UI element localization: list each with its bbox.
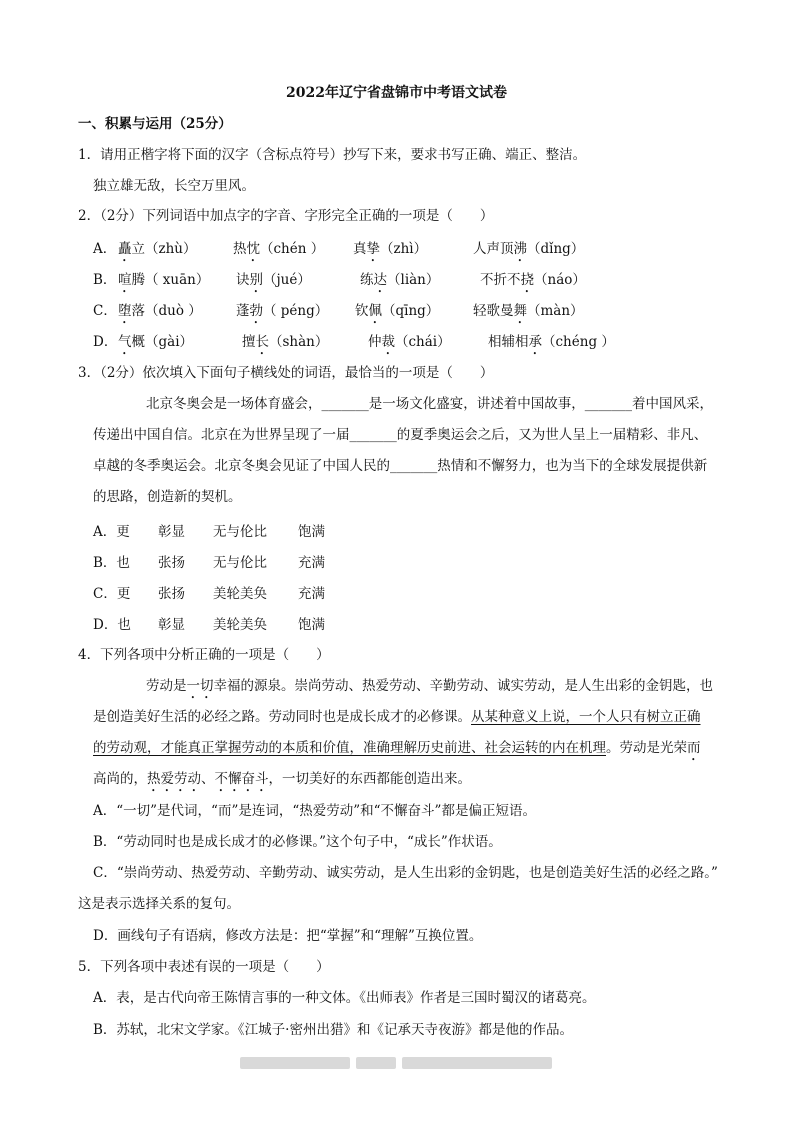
option-word: 充满 — [298, 586, 325, 602]
pinyin-text: （shàn） — [269, 334, 329, 350]
passage-text: 高尚的， — [93, 771, 147, 787]
dotted-char: 承 — [528, 334, 542, 350]
dotted-char: 挚 — [366, 241, 380, 257]
word-text: 练 — [360, 272, 374, 288]
word-text: 概（gài） — [131, 334, 194, 350]
dotted-char: 气 — [118, 334, 132, 350]
q4-option-d: D．画线句子有语病，修改方法是：把“掌握”和“理解”互换位置。 — [93, 928, 483, 944]
page-title: 2022年辽宁省盘锦市中考语文试卷 — [286, 85, 507, 101]
passage-text: 是创造美好生活的必经之路。劳动同时也是成长成才的必修课。 — [93, 709, 471, 725]
dotted-char: 忱 — [246, 241, 260, 257]
option-word: 充满 — [298, 555, 325, 571]
passage-text: 。劳动是光荣 — [606, 740, 687, 756]
word-text: 立（zhù） — [131, 241, 197, 257]
q4-passage-line — [93, 770, 471, 795]
dotted-char: 长 — [255, 334, 269, 350]
option-label: C．更 — [93, 586, 131, 602]
dotted-char: 堕 — [118, 303, 132, 319]
q5-option-a: A．表，是古代向帝王陈情言事的一种文体。《出师表》作者是三国时蜀汉的诸葛亮。 — [93, 990, 596, 1006]
pinyin-text: （ péng） — [263, 303, 329, 319]
underlined-sentence: 从某种意义上说，一个人只有树立正确 — [471, 709, 701, 725]
dotted-char: 喧 — [118, 272, 132, 288]
option-label: B． — [93, 272, 117, 288]
watermark-block — [240, 1057, 350, 1069]
option-word: 美轮美奂 — [213, 617, 267, 633]
dotted-char: 而 — [687, 740, 701, 756]
q4-option-b: B．“劳动同时也是成长成才的必修课。”这个句子中，“成长”作状语。 — [93, 834, 502, 850]
option-word: 无与伦比 — [213, 555, 267, 571]
q5-option-b-cut: B．苏轼，北宋文学家。《江城子·密州出猎》和《记承天寺夜游》都是他的作品。 — [93, 1022, 573, 1038]
option-word: 张扬 — [158, 555, 185, 571]
option-label: D．也 — [93, 617, 131, 633]
pinyin-text: （jué） — [263, 272, 311, 288]
option-word: 张扬 — [158, 586, 185, 602]
q1-copy-text: 独立雄无敌，长空万里风。 — [93, 178, 255, 194]
underlined-sentence: 的劳动观，才能真正掌握劳动的本质和价值，准确理解历史前进、社会运转的内在机理 — [93, 740, 606, 756]
word-text: 仲 — [368, 334, 382, 350]
dotted-char: 佩 — [368, 303, 382, 319]
q4-passage-line — [93, 708, 701, 726]
option-label: B．也 — [93, 555, 130, 571]
q1-stem: 1．请用正楷字将下面的汉字（含标点符号）抄写下来，要求书写正确、端正、整洁。 — [78, 147, 587, 163]
pinyin-text: （chén ） — [260, 241, 325, 257]
word-text: 擅 — [242, 334, 256, 350]
dotted-word: 一切 — [186, 678, 214, 694]
passage-text: ，一切美好的东西都能创造出来。 — [268, 771, 471, 787]
pinyin-text: （màn） — [527, 303, 584, 319]
word-text: 相辅相 — [488, 334, 529, 350]
q3-passage-line: 北京冬奥会是一场体育盛会，_______是一场文化盛宴，讲述着中国故事，_______着中国风采， — [146, 396, 713, 412]
q4-passage-line — [146, 677, 713, 702]
q5-stem: 5．下列各项中表述有误的一项是（ ） — [78, 959, 330, 975]
word-text: 诀 — [236, 272, 250, 288]
pinyin-text: （qīng） — [382, 303, 440, 319]
option-word: 无与伦比 — [213, 524, 267, 540]
q2-stem: 2．（2分）下列词语中加点字的字音、字形完全正确的一项是（ ） — [78, 208, 494, 224]
q4-passage-line — [93, 739, 701, 764]
word-text: 真 — [353, 241, 367, 257]
option-word: 彰显 — [158, 524, 185, 540]
q3-passage-line: 的思路，创造新的契机。 — [93, 489, 242, 505]
option-word: 彰显 — [158, 617, 185, 633]
q3-passage-line: 卓越的冬季奥运会。北京冬奥会见证了中国人民的_______热情和不懈努力，也为当下的全球发展提供新 — [93, 458, 708, 474]
q4-stem: 4．下列各项中分析正确的一项是（ ） — [78, 647, 330, 663]
word-text: 钦 — [355, 303, 369, 319]
dotted-char: 别 — [249, 272, 263, 288]
passage-text: 劳动是 — [146, 678, 187, 694]
option-label: A．更 — [93, 524, 130, 540]
word-text: 轻歌曼 — [473, 303, 514, 319]
word-text: 人声顶 — [473, 241, 514, 257]
q4-option-a: A．“一切”是代词，“而”是连词，“热爱劳动”和“不懈奋斗”都是偏正短语。 — [93, 803, 536, 819]
q4-option-c: C．“崇尚劳动、热爱劳动、辛勤劳动、诚实劳动，是人生出彩的金钥匙，也是创造美好生活的必经之路。” — [93, 865, 718, 881]
watermark-block — [402, 1057, 552, 1069]
dotted-char: 勃 — [249, 303, 263, 319]
dotted-char: 挠 — [520, 272, 534, 288]
pinyin-text: （chéng ） — [542, 334, 615, 350]
pinyin-text: （dǐng） — [527, 241, 585, 257]
passage-text: 、 — [201, 771, 215, 787]
dotted-char: 沸 — [513, 241, 527, 257]
section-heading: 一、积累与运用（25分） — [78, 116, 232, 132]
q3-passage-line: 传递出中国自信。北京在为世界呈现了一届_______的夏季奥运会之后，又为世人呈上一届精彩、非凡、 — [93, 427, 708, 443]
option-label: C． — [93, 303, 117, 319]
q4-option-c-cont: 这是表示选择关系的复句。 — [78, 896, 240, 912]
dotted-char: 舞 — [513, 303, 527, 319]
word-text: 热 — [233, 241, 247, 257]
word-text: 落（duò ） — [131, 303, 202, 319]
pinyin-text: （náo） — [534, 272, 586, 288]
option-label: A． — [93, 241, 117, 257]
dotted-char: 达 — [373, 272, 387, 288]
q3-stem: 3．（2分）依次填入下面句子横线处的词语，最恰当的一项是（ ） — [78, 365, 494, 381]
option-word: 饱满 — [298, 524, 325, 540]
option-word: 饱满 — [298, 617, 325, 633]
pinyin-text: （zhì） — [380, 241, 428, 257]
word-text: 不折不 — [480, 272, 521, 288]
pinyin-text: （liàn） — [387, 272, 440, 288]
dotted-word: 热爱劳动 — [147, 771, 201, 787]
word-text: 蓬 — [236, 303, 250, 319]
passage-text: 幸福的源泉。崇尚劳动、热爱劳动、辛勤劳动、诚实劳动，是人生出彩的金钥匙，也 — [213, 678, 713, 694]
dotted-word: 不懈奋斗 — [214, 771, 269, 787]
option-label: D． — [93, 334, 118, 350]
dotted-char: 矗 — [118, 241, 132, 257]
word-text: 腾（ xuān） — [131, 272, 210, 288]
dotted-char: 裁 — [381, 334, 395, 350]
watermark-block — [356, 1057, 396, 1069]
pinyin-text: （chái） — [395, 334, 451, 350]
option-word: 美轮美奂 — [213, 586, 267, 602]
blurred-watermark — [240, 1057, 556, 1069]
